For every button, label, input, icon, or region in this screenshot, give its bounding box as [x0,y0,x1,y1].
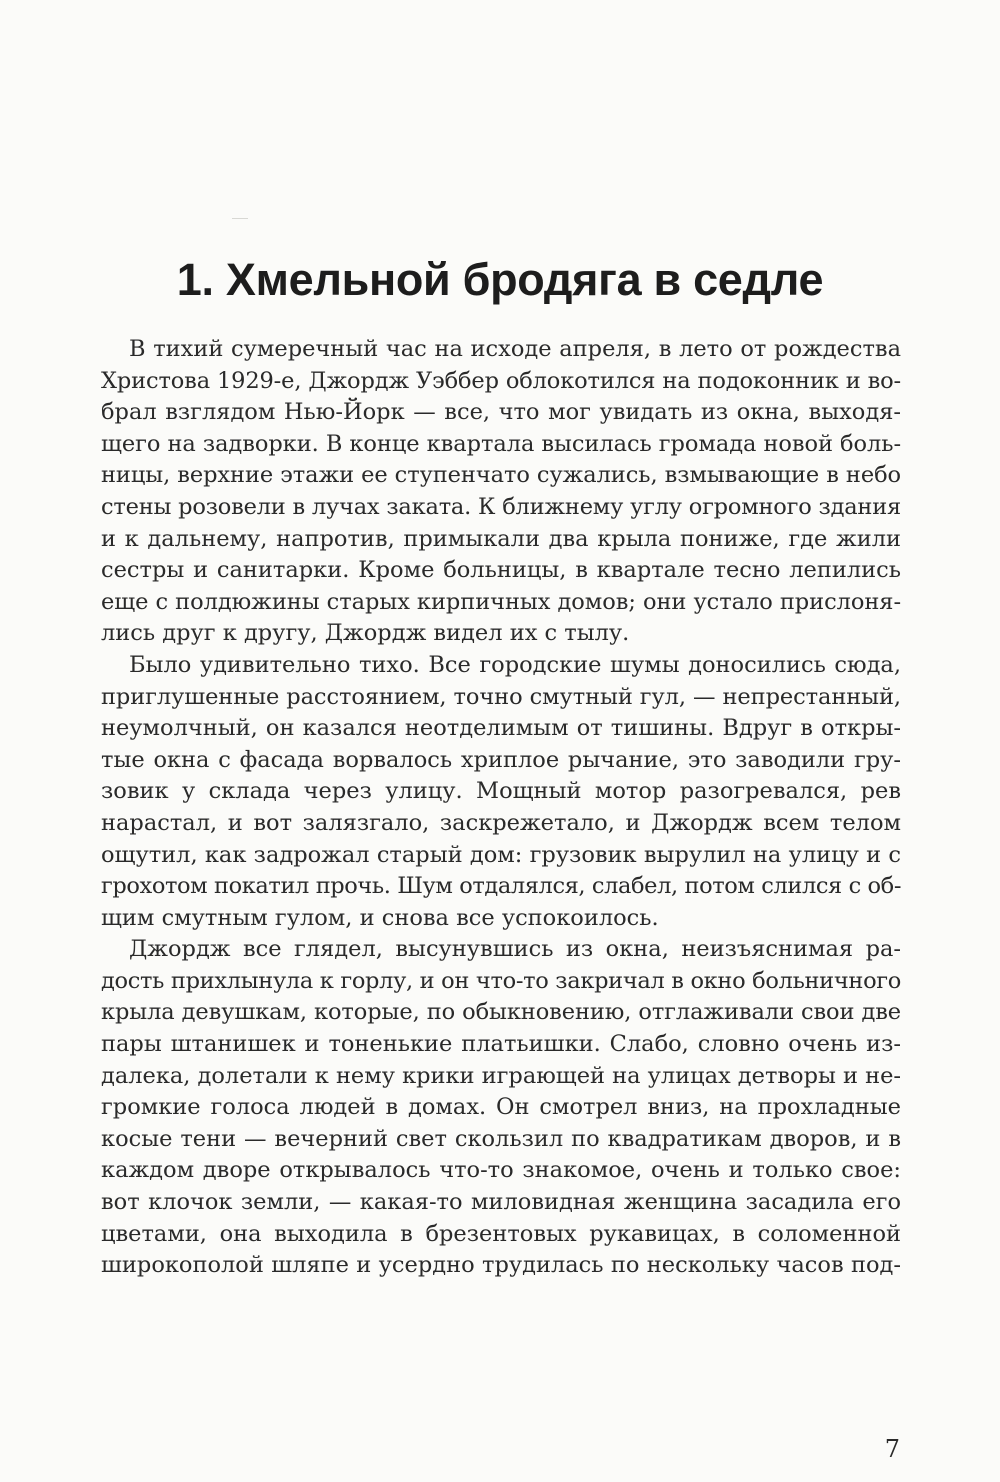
text-line: нарастал, и вот залязгало, заскрежетало, и Джордж всем телом [101,809,901,836]
page-number: 7 [884,1435,900,1463]
text-line: цветами, она выходила в брезентовых рукавицах, в соломенной [101,1220,901,1247]
text-line: широкополой шляпе и усердно трудилась по нескольку часов под- [101,1252,901,1279]
text-line: каждом дворе открывалось что-то знакомое, очень и только свое: [101,1157,901,1184]
text-line: приглушенные расстоянием, точно смутный гул, — непрестанный, [101,683,901,710]
text-line: Христова 1929-е, Джордж Уэббер облокотился на подоконник и во- [101,367,901,394]
scan-mark [232,218,248,219]
text-line: и к дальнему, напротив, примыкали два крыла пониже, где жили [101,525,901,552]
text-line: косые тени — вечерний свет скользил по квадратикам дворов, и в [101,1125,901,1152]
text-line: пары штанишек и тоненькие платьишки. Слабо, словно очень из- [101,1031,901,1058]
text-line: далека, долетали к нему крики играющей на улицах детворы и не- [101,1062,901,1089]
text-line: грохотом покатил прочь. Шум отдалялся, слабел, потом слился с об- [101,873,902,900]
text-line: зовик у склада через улицу. Мощный мотор разогревался, рев [101,778,901,805]
text-line: щего на задворки. В конце квартала высилась громада новой боль- [101,430,901,457]
text-line: Было удивительно тихо. Все городские шумы доносились сюда, [129,651,901,678]
text-line: ощутил, как задрожал старый дом: грузовик вырулил на улицу и с [101,841,901,868]
chapter-title: 1. Хмельной бродяга в седле [176,254,824,305]
text-line: щим смутным гулом, и снова все успокоилось. [101,904,659,931]
text-line: В тихий сумеречный час на исходе апреля, в лето от рождества [129,336,901,362]
text-line: еще с полдюжины старых кирпичных домов; они устало прислоня- [101,588,901,615]
text-line: брал взглядом Нью-Йорк — все, что мог увидать из окна, выходя- [101,399,901,426]
text-line: лись друг к другу, Джордж видел их с тылу. [101,620,630,647]
text-line: крыла девушкам, которые, по обыкновению, отглаживали свои две [101,999,901,1026]
text-line: громкие голоса людей в домах. Он смотрел вниз, на прохладные [101,1094,901,1121]
text-line: стены розовели в лучах заката. К ближнему углу огромного здания [101,493,901,520]
text-line: дость прихлынула к горлу, и он что-то закричал в окно больничного [101,967,902,994]
text-line: неумолчный, он казался неотделимым от тишины. Вдруг в откры- [101,715,901,742]
text-line: вот клочок земли, — какая-то миловидная женщина засадила его [101,1189,901,1216]
text-line: ницы, верхние этажи ее ступенчато сужались, взмывающие в небо [101,462,902,489]
text-line: сестры и санитарки. Кроме больницы, в квартале тесно лепились [101,557,901,584]
chapter-body [101,334,901,1282]
text-line: тые окна с фасада ворвалось хриплое рычание, это заводили гру- [101,746,901,773]
text-line: Джордж все глядел, высунувшись из окна, неизъяснимая ра- [129,936,901,963]
